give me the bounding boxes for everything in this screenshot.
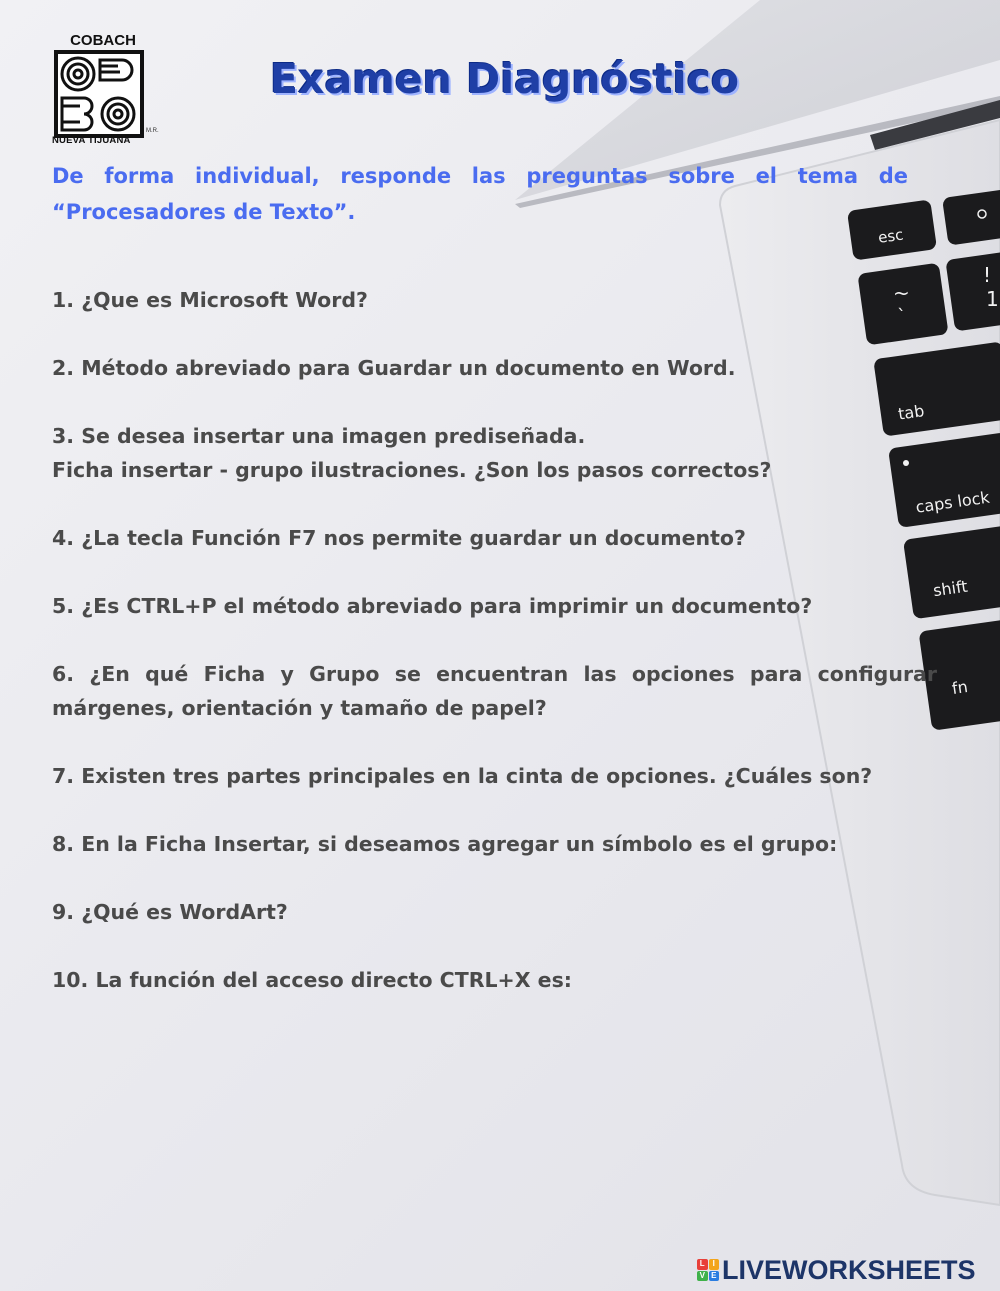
brand-icon-letter-l: L xyxy=(697,1259,708,1270)
question-2: 2. Método abreviado para Guardar un documento en Word. xyxy=(52,356,736,380)
question-3 xyxy=(52,419,937,487)
question-9: 9. ¿Qué es WordArt? xyxy=(52,900,288,924)
question-3-line-2: Ficha insertar - grupo ilustraciones. ¿Son los pasos correctos? xyxy=(52,458,772,482)
key-esc-label: esc xyxy=(876,225,905,247)
key-backtick-label: ` xyxy=(897,306,906,327)
key-tab-label: tab xyxy=(896,401,926,424)
question-list xyxy=(52,283,937,1031)
cobach-logo xyxy=(50,32,162,148)
question-4: 4. ¿La tecla Función F7 nos permite guardar un documento? xyxy=(52,526,746,550)
brand-icon-letter-e: E xyxy=(709,1271,720,1282)
logo-top-text: COBACH xyxy=(70,32,136,49)
key-tilde-label: ~ xyxy=(893,281,910,305)
page-title: Examen Diagnóstico xyxy=(270,55,740,103)
key-caps-lock-label: caps lock xyxy=(914,487,991,517)
question-1: 1. ¿Que es Microsoft Word? xyxy=(52,288,368,312)
key-brightness xyxy=(942,188,1000,245)
question-3-line-1: 3. Se desea insertar una imagen prediseñada. xyxy=(52,424,586,448)
question-10: 10. La función del acceso directo CTRL+X es: xyxy=(52,968,572,992)
question-5: 5. ¿Es CTRL+P el método abreviado para imprimir un documento? xyxy=(52,594,813,618)
liveworksheets-brand xyxy=(697,1256,976,1284)
liveworksheets-logo-icon xyxy=(697,1259,719,1281)
cobach-logo-mark-icon xyxy=(54,50,144,140)
brand-icon-letter-i: I xyxy=(709,1259,720,1270)
key-fn-label: fn xyxy=(950,677,969,699)
instructions-text: De forma individual, responde las preguntas sobre el tema de “Procesadores de Texto”. xyxy=(52,164,908,224)
question-6: 6. ¿En qué Ficha y Grupo se encuentran las opciones para configurar márgenes, orientación y tamaño de papel? xyxy=(52,662,937,720)
logo-registered-mark: M.R. xyxy=(146,128,159,134)
question-8: 8. En la Ficha Insertar, si deseamos agregar un símbolo es el grupo: xyxy=(52,832,838,856)
brand-text: LIVEWORKSHEETS xyxy=(722,1254,976,1285)
key-exclaim-label: ! xyxy=(983,263,992,287)
key-shift-label: shift xyxy=(931,576,969,601)
brand-icon-letter-v: V xyxy=(697,1271,708,1282)
question-7: 7. Existen tres partes principales en la cinta de opciones. ¿Cuáles son? xyxy=(52,764,873,788)
logo-bottom-text: NUEVA TIJUANA xyxy=(52,135,131,146)
key-one-label: 1 xyxy=(986,287,999,311)
